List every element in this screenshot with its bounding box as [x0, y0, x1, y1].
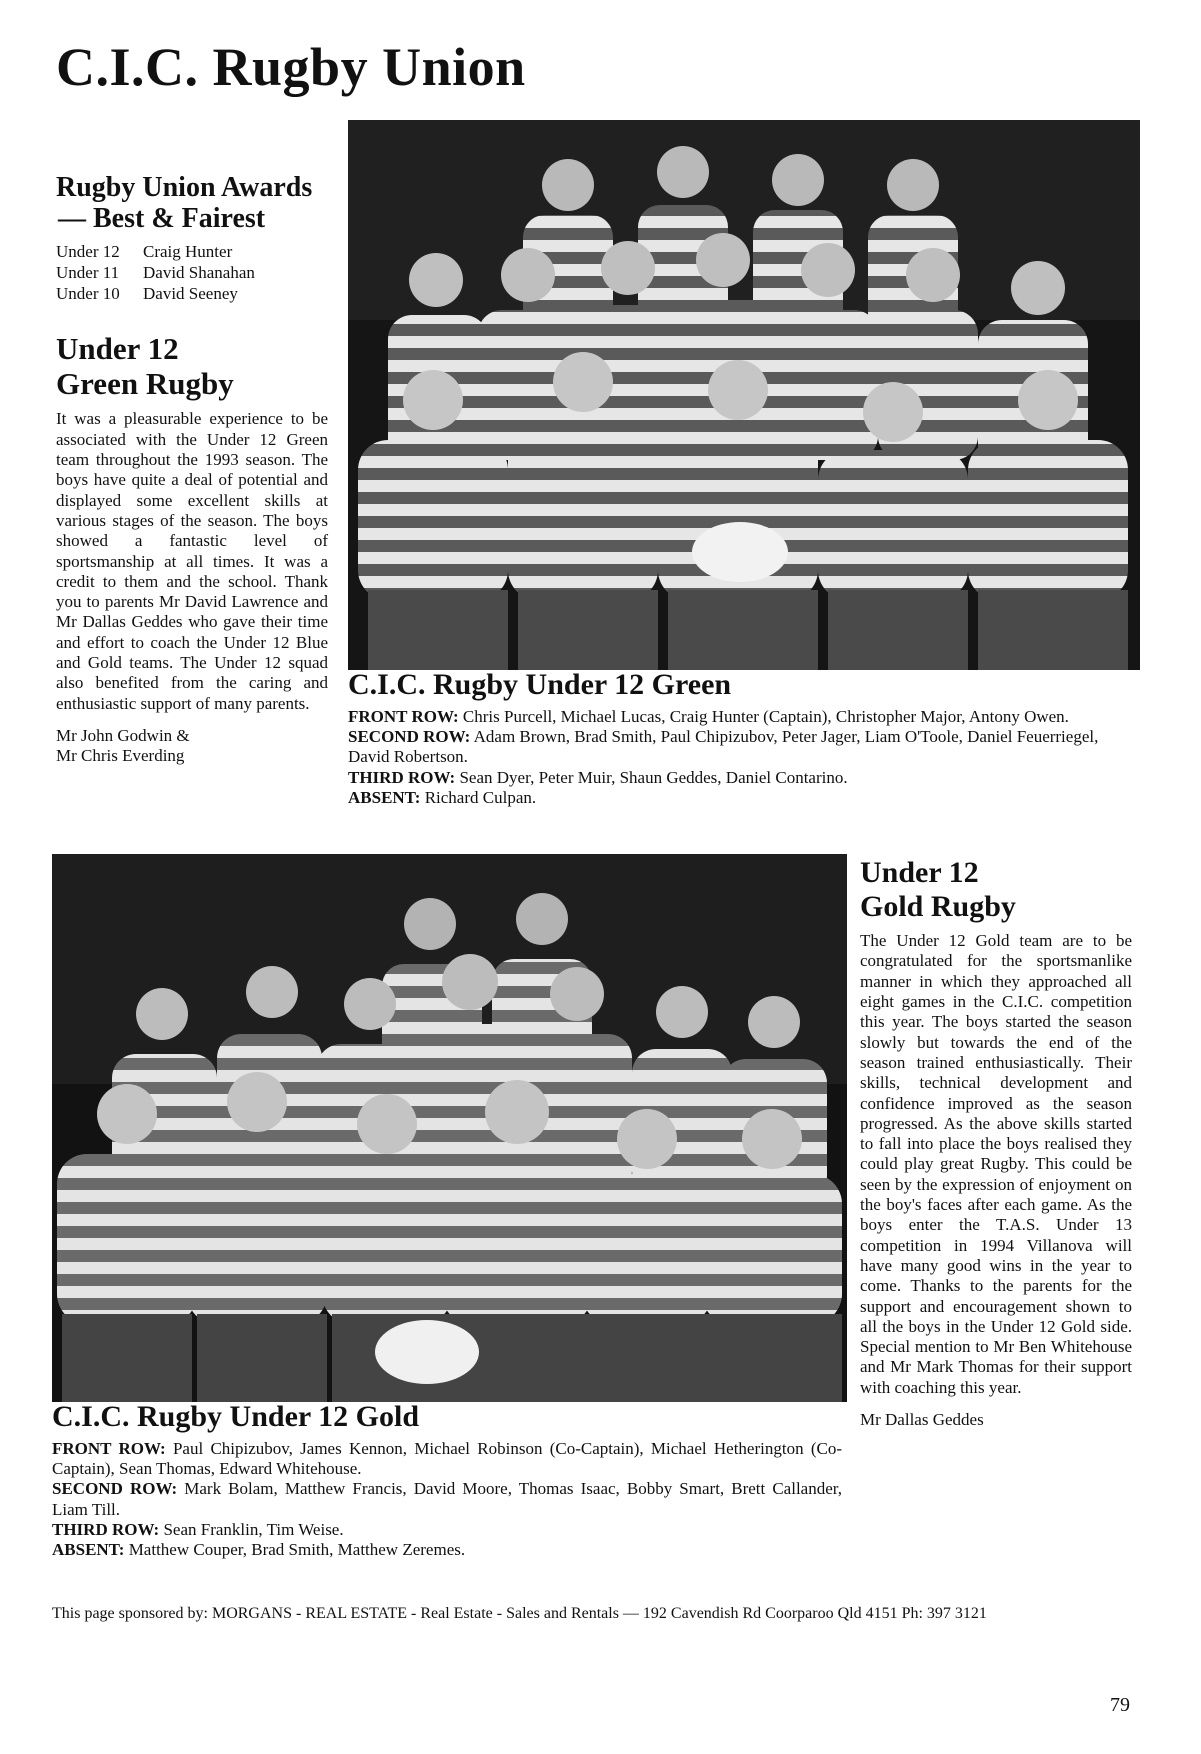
green-third-row	[348, 768, 1140, 788]
green-caption	[348, 668, 1140, 808]
gold-caption-title: C.I.C. Rugby Under 12 Gold	[52, 1400, 420, 1433]
gold-front-row	[52, 1439, 842, 1479]
award-item	[56, 283, 336, 304]
row-names: Paul Chipizubov, James Kennon, Michael Robinson (Co-Captain), Michael Hetherington (Co-Captain), Sean Thomas, Edward Whitehouse.	[52, 1439, 843, 1479]
row-label: FRONT ROW:	[348, 707, 459, 726]
page-number: 79	[1110, 1694, 1130, 1716]
green-article	[56, 332, 328, 766]
row-label: THIRD ROW:	[52, 1519, 160, 1539]
green-heading-line2: Green Rugby	[56, 365, 234, 401]
awards-heading	[56, 172, 336, 235]
gold-third-row	[52, 1520, 842, 1540]
row-names: Matthew Couper, Brad Smith, Matthew Zeremes.	[128, 1540, 466, 1560]
row-label: THIRD ROW:	[348, 767, 456, 787]
row-names: Mark Bolam, Matthew Francis, David Moore, Thomas Isaac, Bobby Smart, Brett Callander, Liam Till.	[52, 1479, 842, 1519]
row-label: ABSENT:	[348, 787, 421, 807]
award-name: David Seeney	[143, 283, 238, 303]
green-article-body: It was a pleasurable experience to be associated with the Under 12 Green team throughout the 1993 season. The boys have quite a deal of potential and displayed some excellent skills at various stages of the season. The boys showed a fantastic level of sportsmanship at all times. It was a credit to them and the school. Thank you to parents Mr David Lawrence and Mr Dallas Geddes who gave their time and effort to coach the Under 12 Blue and Gold teams. The Under 12 squad also benefited from the caring and enthusiastic support of many parents.	[56, 409, 328, 713]
gold-absent-row	[52, 1540, 842, 1560]
green-team-photo-image	[348, 120, 1140, 670]
gold-second-row	[52, 1479, 842, 1519]
signature-line: Mr Chris Everding	[56, 746, 185, 766]
awards-heading-line1: Rugby Union Awards	[56, 172, 313, 203]
gold-team-photo-image	[52, 854, 847, 1402]
award-category: Under 12	[56, 241, 120, 261]
sponsor-footer: This page sponsored by: MORGANS - REAL ESTATE - Real Estate - Sales and Rentals — 192 Cavendish Rd Coorparoo Qld 4151 Ph: 397 3121	[52, 1605, 987, 1622]
gold-team-photo	[52, 854, 847, 1402]
awards-heading-line2: — Best & Fairest	[58, 203, 266, 235]
award-name: David Shanahan	[143, 262, 255, 282]
gold-article-signature: Mr Dallas Geddes	[860, 1410, 984, 1430]
signature-line: Mr John Godwin &	[56, 725, 190, 745]
award-category: Under 10	[56, 283, 120, 303]
gold-heading-line2: Gold Rugby	[860, 889, 1016, 923]
page-title: C.I.C. Rugby Union	[56, 37, 526, 97]
row-names: Chris Purcell, Michael Lucas, Craig Hunter (Captain), Christopher Major, Antony Owen.	[462, 707, 1069, 726]
gold-article	[860, 856, 1132, 1430]
row-label: SECOND ROW:	[348, 727, 471, 747]
award-item	[56, 262, 336, 283]
green-absent-row	[348, 788, 1140, 808]
award-name: Craig Hunter	[143, 241, 233, 261]
green-caption-rows	[348, 707, 1140, 808]
gold-article-body: The Under 12 Gold team are to be congratulated for the sportsmanlike manner in which they approached all eight games in the C.I.C. competition this year. The boys started the season slowly but towards the end of the season trained enthusiastically. Their skills, technical development and confidence improved as the season progressed. As the above skills started to fall into place the boys realised they could play great Rugby. This could be seen by the expression of enjoyment on the boy's faces after each game. As the boys enter the T.A.S. Under 13 competition in 1994 Villanova will have many good wins in the year to come. Thanks to the parents for the support and encouragement shown to all the boys in the Under 12 Gold side. Special mention to Mr Ben Whitehouse and Mr Mark Thomas for their support with coaching this year.	[860, 931, 1132, 1397]
green-heading	[56, 332, 328, 401]
green-caption-title: C.I.C. Rugby Under 12 Green	[348, 668, 732, 701]
gold-caption	[52, 1400, 842, 1560]
green-article-signature	[56, 726, 328, 767]
green-second-row	[348, 727, 1140, 767]
row-names: Sean Franklin, Tim Weise.	[163, 1519, 344, 1539]
row-names: Richard Culpan.	[424, 787, 537, 807]
row-names: Sean Dyer, Peter Muir, Shaun Geddes, Daniel Contarino.	[459, 767, 848, 787]
row-label: ABSENT:	[52, 1540, 125, 1560]
gold-heading	[860, 856, 1132, 923]
green-team-photo	[348, 120, 1140, 670]
gold-heading-line1: Under 12	[860, 856, 979, 889]
award-item	[56, 241, 336, 262]
green-front-row	[348, 707, 1140, 727]
gold-caption-rows	[52, 1439, 842, 1560]
awards-section	[56, 172, 336, 304]
row-label: FRONT ROW:	[52, 1439, 166, 1458]
row-names: Adam Brown, Brad Smith, Paul Chipizubov, Peter Jager, Liam O'Toole, Daniel Feuerriegel, David Robertson.	[348, 727, 1099, 767]
award-category: Under 11	[56, 262, 120, 282]
green-heading-line1: Under 12	[56, 331, 179, 366]
awards-list	[56, 241, 336, 304]
row-label: SECOND ROW:	[52, 1479, 178, 1499]
